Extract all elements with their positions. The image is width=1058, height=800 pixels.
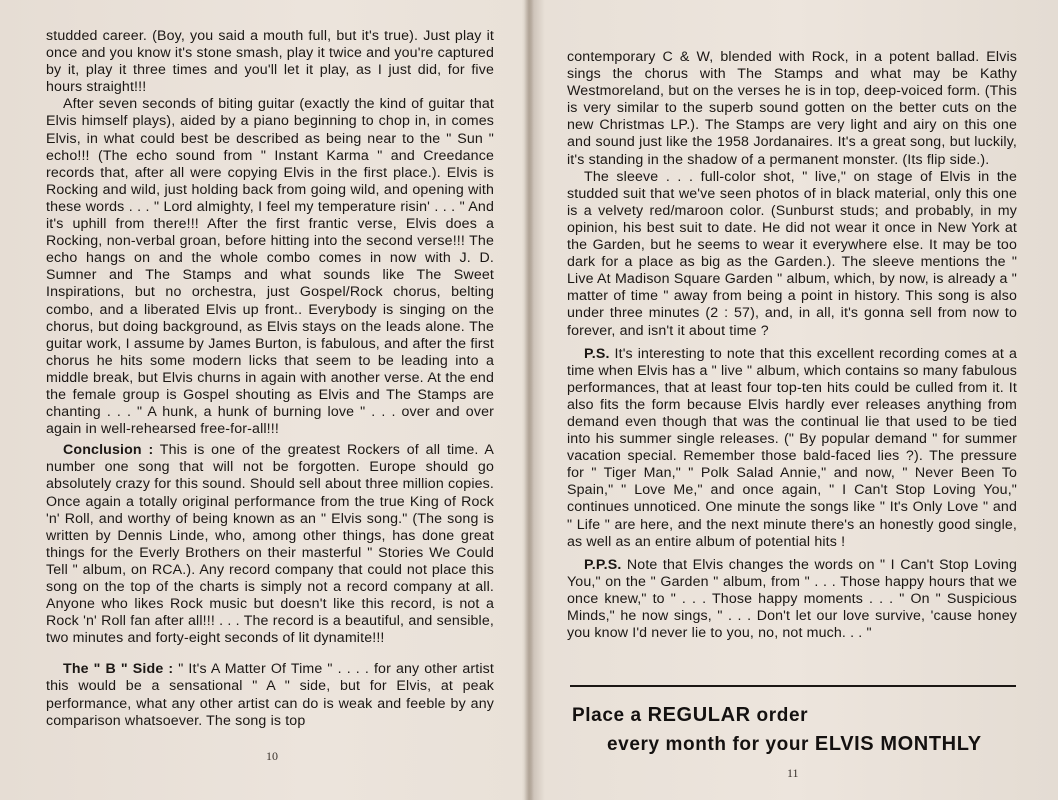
ad-divider: [570, 685, 1016, 687]
paragraph-text: " It's A Matter Of Time " . . . . for any other artist this would be a sensational " A " side, but for Elvis, at peak performance, what any other artist can do is weak and feeble by any comparison whatsoever. The song is top: [46, 661, 494, 729]
paragraph-lead: Conclusion :: [63, 442, 154, 459]
ad-line-2: [607, 733, 982, 756]
page-number-left: 10: [266, 749, 278, 763]
paragraph-text: This is one of the greatest Rockers of all time. A number one song that will not be forgotten. Europe should go absolutely crazy for this sound. Should sell about three million copies. Once again a totally original performance from the true King of Rock 'n' Roll, and worthy of being known as an " Elvis song." (The song is written by Dennis Linde, who, among other things, has done great things for the Everly Brothers on their masterful " Stories We Could Tell " album, on RCA.). Any record company that could not place this song on the top of the charts is simply not a record company at all. Anyone who likes Rock music but doesn't like this record, is not a Rock 'n' Roll fan after all!!! . . . The record is a beautiful, and sensible, two minutes and forty-eight seconds of lit dynamite!!!: [46, 442, 494, 647]
paragraph-text: It's interesting to note that this excellent recording comes at a time when Elvis has a " live " album, which contains so many fabulous performances, that at least four top-ten hits could be culled from it. It also fits the form because Elvis hardly ever releases anything from demand even though that was the continual lie that used to be tied into his summer single releases. (" By popular demand " for summer vacation special. Remember those bald-faced lies ?). The pressure for " Tiger Man," " Polk Salad Annie," and now, " Never Been To Spain," " Love Me," and once again, " I Can't Stop Loving You," continues unnoticed. One minute the songs like " It's Only Love " and " Life " are here, and the next minute there's an honestly good single, as well as an entire album of potential hits !: [567, 345, 1017, 550]
left-column: [46, 28, 494, 730]
ad-emphasis: ELVIS MONTHLY: [814, 733, 982, 755]
paragraph-text: studded career. (Boy, you said a mouth full, but it's true). Just play it once and you know it's stone smash, play it twice and you're captured by it, play it three times and you'll let it play, as I just did, for five hours straight!!!: [46, 28, 494, 96]
paragraph-text: After seven seconds of biting guitar (exactly the kind of guitar that Elvis himself plays), aided by a piano beginning to chop in, in comes Elvis, in what could best be described as being near to the " Sun " echo!!! (The echo sound from " Instant Karma " and Creedance records that, after all were copying Elvis in the first place.). Elvis is Rocking and wild, just holding back from going wild, and opening with these words . . . " Lord almighty, I feel my temperature risin' . . . " And it's uphill from there!!! After the first frantic verse, Elvis does a Rocking, non-verbal groan, before hitting into the second verse!!! The echo hangs on and the whole combo comes in now with J. D. Sumner and The Stamps and what sounds like The Sweet Inspirations, but no orchestra, just Gospel/Rock chorus, belting combo, and a liberated Elvis up front.. Everybody is singing on the chorus, but doing background, as Elvis stays on the leads alone. The guitar work, I assume by James Burton, is fabulous, and after the first chorus he hits some modern licks that seem to be leading into a middle break, but Elvis churns in again with another verse. At the end the female group is Gospel shouting as Elvis and The Stamps are chanting . . . " A hunk, a hunk of burning love " . . . over and over again in well-rehearsed free-for-all!!!: [46, 96, 494, 438]
ad-emphasis: REGULAR: [647, 704, 751, 726]
paragraph-sleeve: [567, 169, 1017, 340]
paragraph-lead: P.S.: [584, 345, 610, 362]
paragraph-contemporary: [567, 49, 1017, 169]
right-column: [567, 49, 1017, 642]
paragraph-lead: The " B " Side :: [63, 661, 174, 678]
ad-text: Place a: [572, 705, 648, 726]
paragraph-career: [46, 28, 494, 96]
ad-line-1: [572, 704, 808, 727]
paragraph-ps: [567, 346, 1017, 551]
ad-text: every month for your: [607, 734, 815, 755]
ad-text: order: [750, 705, 809, 726]
paragraph-text: Note that Elvis changes the words on " I Can't Stop Loving You," on the " Garden " album, from " . . . Those happy hours that we once knew," to " . . . Those happy moments . . . " On " Suspicious Minds," he now sings, " . . . Don't let our love survive, 'cause honey you know I'd never lie to you, no, not much. . . ": [567, 556, 1017, 642]
paragraph-b-side: [46, 661, 494, 729]
paragraph-conclusion: [46, 442, 494, 647]
paragraph-guitar: [46, 96, 494, 438]
page-number-right: 11: [787, 766, 799, 780]
paragraph-pps: [567, 557, 1017, 642]
paragraph-text: The sleeve . . . full-color shot, " live," on stage of Elvis in the studded suit that we've seen photos of in black material, only this one is a velvety red/maroon color. (Sunburst studs; and probably, in my opinion, his best suit to date. He did not wear it once in New York at the Garden, but he seems to wear it everywhere else. It may be too dark for a place as big as the Garden.). The sleeve mentions the " Live At Madison Square Garden " album, which, by now, is already a " matter of time " away from being a point in history. This song is also under three minutes (2 : 57), and, in all, it's gonna sell from now to forever, and isn't it about time ?: [567, 168, 1017, 339]
paragraph-text: contemporary C & W, blended with Rock, in a potent ballad. Elvis sings the chorus with The Stamps and what may be Kathy Westmoreland, but on the verses he is in top, deep-voiced form. (This is very similar to the superb sound gotten on the better cuts on the new Christmas LP.). The Stamps are very light and airy on this one and sound just like the 1958 Jordanaires. It's a great song, but luckily, it's standing in the shadow of a permanent monster. (Its flip side.).: [567, 49, 1017, 168]
paragraph-lead: P.P.S.: [584, 556, 622, 573]
